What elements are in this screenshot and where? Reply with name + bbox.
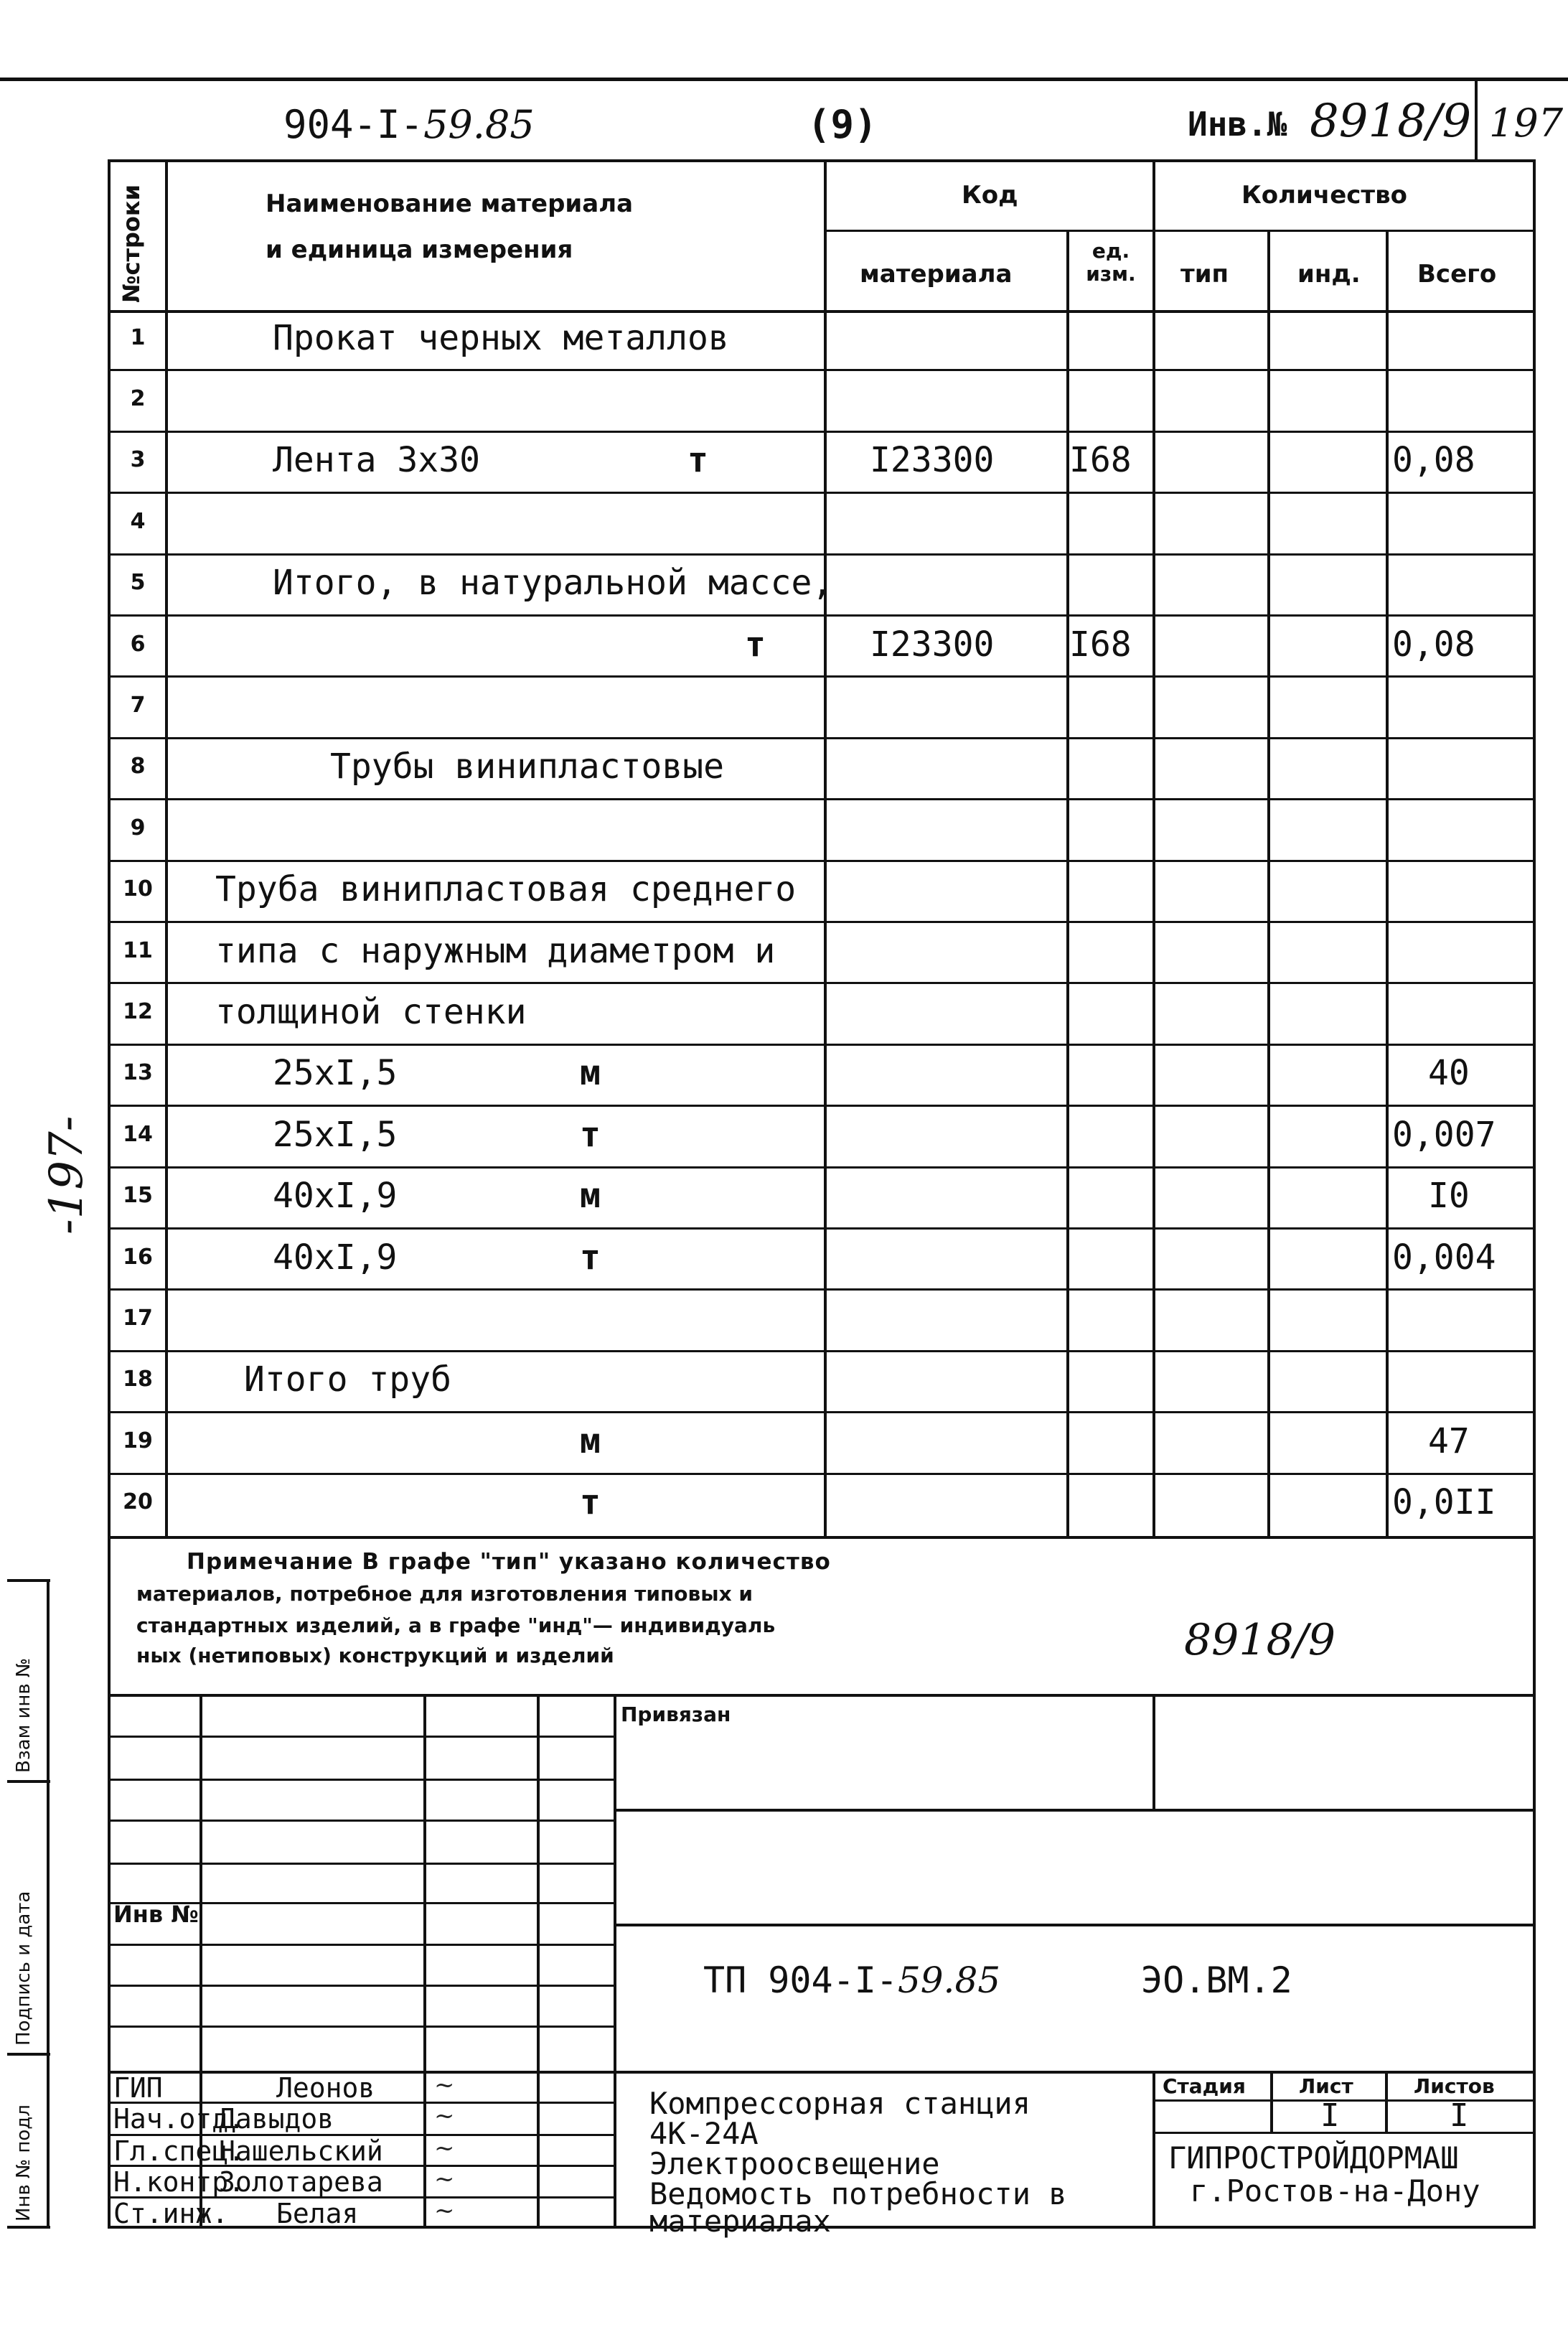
table-body: [108, 310, 1536, 1536]
title-line3: Электроосвещение: [649, 2146, 940, 2181]
sheet-value: I: [1320, 2097, 1340, 2134]
material-name: типа с наружным диаметром и: [215, 930, 776, 971]
col-qty: Количество: [1241, 181, 1408, 210]
table-row: [108, 923, 1536, 984]
material-name: толщиной стенки: [215, 992, 527, 1033]
signature-mark: ~: [434, 2196, 455, 2225]
sheet-number: (9): [807, 102, 878, 147]
table-row: [108, 556, 1536, 617]
row-number: 5: [130, 570, 146, 596]
material-name: 40хI,9: [273, 1176, 398, 1217]
unit-label: т: [745, 624, 766, 665]
unit-code: I68: [1069, 440, 1132, 481]
total-value: 40: [1428, 1053, 1470, 1094]
row-number: 10: [123, 876, 153, 902]
col-code: Код: [962, 181, 1018, 210]
material-name: Труба винипластовая среднего: [215, 869, 797, 910]
unit-label: м: [580, 1053, 601, 1094]
row-number: 18: [123, 1367, 153, 1392]
sheets-label: Листов: [1414, 2074, 1495, 2098]
col-qty-type: тип: [1180, 260, 1229, 289]
role-title: Гл.спец.: [113, 2135, 245, 2167]
row-number: 19: [123, 1428, 153, 1453]
side-label-inv-podl: Инв № подл: [13, 2104, 34, 2221]
unit-label: т: [580, 1482, 601, 1523]
role-person: Белая: [276, 2198, 359, 2229]
sheet-label: Лист: [1299, 2074, 1353, 2098]
row-number: 20: [123, 1489, 153, 1515]
row-number: 9: [130, 815, 146, 840]
row-number: 8: [130, 754, 146, 779]
side-strip: [7, 1579, 50, 2229]
note-hand-number: 8918/9: [1184, 1615, 1336, 1665]
table-row: [108, 862, 1536, 923]
col-rownum: №строки: [118, 184, 145, 303]
col-code-material: материала: [860, 260, 1013, 289]
doc-hand: 59.85: [423, 102, 535, 147]
table-row: [108, 1291, 1536, 1352]
role-title: ГИП: [113, 2072, 163, 2104]
signature-mark: ~: [434, 2134, 455, 2163]
unit-code: I68: [1069, 624, 1132, 665]
table-row: [108, 1413, 1536, 1474]
table-row: [108, 1475, 1536, 1536]
col-code-unit: ед. изм.: [1086, 239, 1136, 286]
row-number: 11: [123, 937, 153, 963]
material-name: Итого труб: [244, 1359, 451, 1400]
side-label-vzam: Взам инв №: [13, 1658, 34, 1773]
role-title: Ст.инж.: [113, 2198, 229, 2229]
signature-mark: ~: [434, 2071, 455, 2099]
note-line3: стандартных изделий, а в графе "инд"— индивидуаль: [136, 1614, 776, 1637]
total-value: 47: [1428, 1420, 1470, 1461]
row-number: 4: [130, 508, 146, 534]
sheets-value: I: [1450, 2097, 1469, 2134]
total-value: 0,007: [1392, 1114, 1496, 1155]
note-line4: ных (нетиповых) конструкций и изделий: [136, 1644, 614, 1667]
table-row: [108, 984, 1536, 1045]
row-number: 12: [123, 999, 153, 1025]
margin-hand-number: -197-: [40, 1115, 93, 1235]
stamp-code-suffix: ЭО.ВМ.2: [1141, 1959, 1292, 2001]
role-title: Н.контр.: [113, 2166, 245, 2198]
table-row: [108, 739, 1536, 800]
material-name: Лента 3х30: [273, 440, 480, 481]
material-name: Трубы винипластовые: [330, 746, 725, 787]
material-code: I23300: [870, 440, 995, 481]
row-number: 2: [130, 386, 146, 412]
col-name-line1: Наименование материала: [266, 189, 634, 218]
row-number: 1: [130, 324, 146, 350]
unit-label: т: [687, 440, 708, 481]
page-hand: 197: [1489, 100, 1564, 146]
top-rule: [0, 78, 1568, 81]
side-label-podpis: Подпись и дата: [13, 1891, 34, 2046]
material-code: I23300: [870, 624, 995, 665]
note-line1: Примечание В графе "тип" указано количество: [187, 1549, 831, 1575]
unit-label: т: [580, 1237, 601, 1278]
privyazan-label: Привязан: [621, 1703, 731, 1726]
stamp-code: ТП 904-I-59.85: [703, 1959, 1001, 2001]
table-row: [108, 371, 1536, 432]
stage-label: Стадия: [1163, 2074, 1246, 2098]
row-number: 16: [123, 1244, 153, 1270]
material-name: 25хI,5: [273, 1114, 398, 1155]
doc-code: [283, 102, 535, 147]
row-number: 13: [123, 1060, 153, 1086]
total-value: 0,004: [1392, 1237, 1496, 1278]
total-value: 0,0II: [1392, 1482, 1496, 1523]
table-row: [108, 310, 1536, 371]
role-person: Нашельский: [219, 2135, 383, 2167]
total-value: I0: [1428, 1176, 1470, 1217]
title-line4: Ведомость потребности в: [649, 2176, 1067, 2211]
roles-grid: [108, 2071, 614, 2229]
inv-hand: 8918/9: [1310, 95, 1472, 148]
note-line2: материалов, потребное для изготовления типовых и: [136, 1582, 753, 1606]
role-person: Леонов: [276, 2072, 375, 2104]
table-row: [108, 1107, 1536, 1168]
material-name: Итого, в натуральной массе,: [273, 563, 833, 604]
material-name: 25хI,5: [273, 1053, 398, 1094]
role-person: Давыдов: [219, 2103, 334, 2135]
table-row: [108, 494, 1536, 555]
table-row: [108, 1046, 1536, 1107]
row-number: 14: [123, 1121, 153, 1147]
inv-no-label: Инв №: [113, 1901, 199, 1928]
total-value: 0,08: [1392, 624, 1475, 665]
unit-label: т: [580, 1114, 601, 1155]
col-qty-total: Всего: [1417, 260, 1497, 289]
materials-table: [108, 159, 1536, 1539]
title-line5: материалах: [649, 2204, 831, 2239]
row-number: 3: [130, 447, 146, 473]
unit-label: м: [580, 1176, 601, 1217]
table-row: [108, 1230, 1536, 1291]
table-row: [108, 800, 1536, 861]
doc-prefix: 904-I-: [283, 102, 424, 147]
table-row: [108, 617, 1536, 678]
row-number: 15: [123, 1183, 153, 1209]
table-row: [108, 433, 1536, 494]
title-line2: 4К-24А: [649, 2116, 759, 2151]
total-value: 0,08: [1392, 440, 1475, 481]
col-name-line2: и единица измерения: [266, 235, 573, 264]
title-line1: Компрессорная станция: [649, 2086, 1031, 2121]
row-number: 17: [123, 1306, 153, 1331]
row-number: 6: [130, 631, 146, 657]
note-block: [108, 1536, 1536, 1695]
title-block: [108, 1694, 1536, 2239]
table-row: [108, 1169, 1536, 1230]
signature-mark: ~: [434, 2165, 455, 2193]
signature-mark: ~: [434, 2102, 455, 2130]
col-qty-ind: инд.: [1297, 260, 1361, 289]
table-row: [108, 1352, 1536, 1413]
inv-label: Инв.№: [1188, 105, 1287, 144]
material-name: 40хI,9: [273, 1237, 398, 1278]
role-person: Золотарева: [219, 2166, 383, 2198]
row-number: 7: [130, 693, 146, 718]
unit-label: м: [580, 1420, 601, 1461]
role-title: Нач.отд.: [113, 2103, 245, 2135]
table-row: [108, 678, 1536, 739]
org-line2: г.Ростов-на-Дону: [1190, 2173, 1480, 2209]
material-name: Прокат черных металлов: [273, 317, 729, 358]
org-line1: ГИПРОСТРОЙДОРМАШ: [1168, 2140, 1459, 2176]
header-divider: [1475, 80, 1478, 159]
